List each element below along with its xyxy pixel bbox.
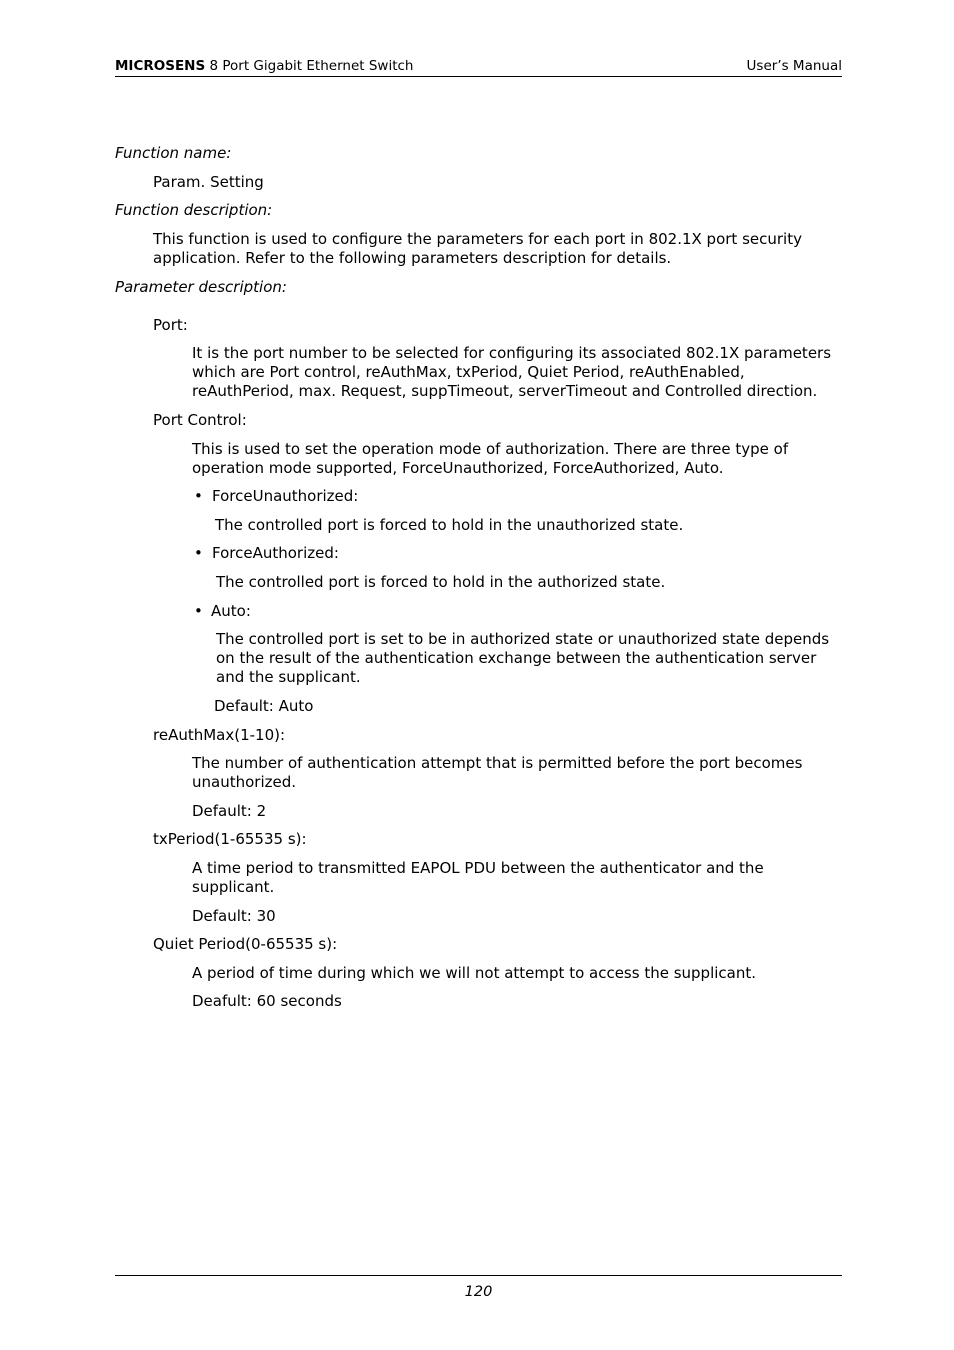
option-force-authorized-label: ForceAuthorized: [212, 544, 339, 562]
page-header [115, 56, 842, 77]
function-description-line: application. Refer to the following parameters description for details. [153, 249, 672, 267]
function-description-line: This function is used to configure the parameters for each port in 802.1X port security [153, 230, 802, 248]
header-manual-label: User’s Manual [746, 58, 842, 74]
option-auto-desc: The controlled port is set to be in authorized state or unauthorized state depends [216, 630, 830, 648]
option-auto-desc: on the result of the authentication exchange between the authentication server [216, 649, 817, 667]
param-txperiod-desc: supplicant. [192, 878, 275, 896]
param-reauthmax-desc: The number of authentication attempt that is permitted before the port becomes [192, 754, 803, 772]
param-txperiod-label: txPeriod(1-65535 s): [153, 830, 307, 848]
param-port-desc: It is the port number to be selected for configuring its associated 802.1X parameters [192, 344, 832, 362]
param-quiet-period-default: Deafult: 60 seconds [192, 992, 342, 1010]
option-auto-label: Auto: [211, 602, 251, 620]
bullet-icon: • [194, 602, 203, 620]
option-force-unauthorized-label: ForceUnauthorized: [212, 487, 359, 505]
function-name-label: Function name: [115, 144, 232, 162]
param-reauthmax-default: Default: 2 [192, 802, 267, 820]
param-port-desc: reAuthPeriod, max. Request, suppTimeout, serverTimeout and Controlled direction. [192, 382, 818, 400]
brand-name: MICROSENS [115, 58, 206, 74]
footer-divider [115, 1275, 842, 1276]
param-port-control-desc: This is used to set the operation mode of authorization. There are three type of [192, 440, 789, 458]
param-quiet-period-desc: A period of time during which we will not attempt to access the supplicant. [192, 964, 757, 982]
product-name: 8 Port Gigabit Ethernet Switch [205, 58, 414, 74]
param-port-desc: which are Port control, reAuthMax, txPeriod, Quiet Period, reAuthEnabled, [192, 363, 745, 381]
param-port-control-desc: operation mode supported, ForceUnauthorized, ForceAuthorized, Auto. [192, 459, 724, 477]
param-port-label: Port: [153, 316, 188, 334]
bullet-icon: • [194, 487, 203, 505]
function-name-value: Param. Setting [153, 173, 264, 191]
option-force-authorized-desc: The controlled port is forced to hold in the authorized state. [216, 573, 666, 591]
page-number: 120 [464, 1284, 493, 1300]
function-description-label: Function description: [115, 201, 273, 219]
parameter-description-label: Parameter description: [115, 278, 287, 296]
param-txperiod-desc: A time period to transmitted EAPOL PDU between the authenticator and the [192, 859, 764, 877]
param-reauthmax-label: reAuthMax(1-10): [153, 726, 286, 744]
option-auto-desc: and the supplicant. [216, 668, 361, 686]
param-port-control-label: Port Control: [153, 411, 247, 429]
param-reauthmax-desc: unauthorized. [192, 773, 297, 791]
port-control-default: Default: Auto [214, 697, 314, 715]
option-force-unauthorized-desc: The controlled port is forced to hold in the unauthorized state. [215, 516, 684, 534]
bullet-icon: • [194, 544, 203, 562]
param-txperiod-default: Default: 30 [192, 907, 276, 925]
header-title [115, 56, 413, 76]
param-quiet-period-label: Quiet Period(0-65535 s): [153, 935, 338, 953]
